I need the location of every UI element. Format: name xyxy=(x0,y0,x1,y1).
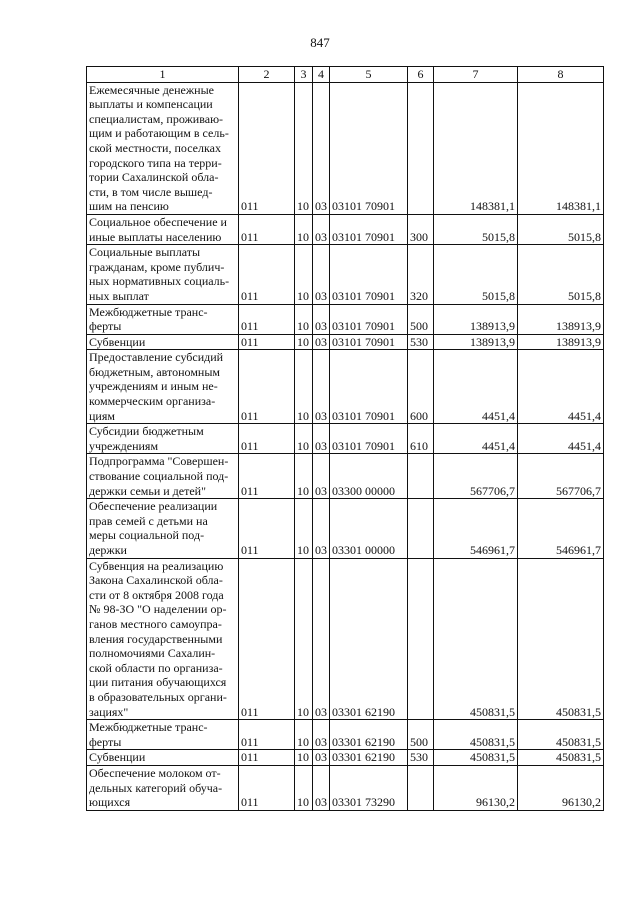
cell-col-8: 450831,5 xyxy=(518,720,604,750)
table-row xyxy=(87,334,604,350)
row-name: Обеспечение реализации прав семей с детьми на меры социальной под- держки xyxy=(87,499,239,558)
cell-col-5: 03101 70901 xyxy=(330,82,408,214)
page-number: 847 xyxy=(310,35,330,50)
cell-col-2: 011 xyxy=(239,424,295,454)
cell-col-4: 03 xyxy=(313,424,330,454)
cell-col-8: 567706,7 xyxy=(518,454,604,499)
table-row xyxy=(87,424,604,454)
cell-col-3: 10 xyxy=(295,765,313,810)
cell-col-7: 138913,9 xyxy=(434,334,518,350)
cell-col-5: 03101 70901 xyxy=(330,214,408,244)
cell-col-2: 011 xyxy=(239,454,295,499)
table-row xyxy=(87,350,604,424)
header-row xyxy=(87,67,604,83)
cell-col-8: 450831,5 xyxy=(518,750,604,766)
cell-col-4: 03 xyxy=(313,334,330,350)
row-name: Межбюджетные транс- ферты xyxy=(87,304,239,334)
cell-col-3: 10 xyxy=(295,214,313,244)
row-name: Социальное обеспечение и иные выплаты населению xyxy=(87,214,239,244)
cell-col-2: 011 xyxy=(239,245,295,304)
cell-col-2: 011 xyxy=(239,350,295,424)
cell-col-5: 03301 62190 xyxy=(330,720,408,750)
cell-col-6: 320 xyxy=(408,245,434,304)
header-col-6: 6 xyxy=(408,67,434,83)
row-name: Субвенции xyxy=(87,750,239,766)
table-row xyxy=(87,765,604,810)
cell-col-7: 5015,8 xyxy=(434,245,518,304)
row-name: Субвенция на реализацию Закона Сахалинской обла- сти от 8 октября 2008 года № 98-ЗО "О наделении ор- ганов местного самоупра- вления государственными полномочиями Сахалин- ской области по организа- ции питания обучающихся в образовательных органи- зациях" xyxy=(87,558,239,720)
cell-col-7: 4451,4 xyxy=(434,350,518,424)
cell-col-7: 450831,5 xyxy=(434,720,518,750)
cell-col-4: 03 xyxy=(313,304,330,334)
table-row xyxy=(87,720,604,750)
cell-col-6: 300 xyxy=(408,214,434,244)
table-row xyxy=(87,499,604,558)
row-name: Предоставление субсидий бюджетным, автономным учреждениям и иным не- коммерческим организа- циям xyxy=(87,350,239,424)
cell-col-7: 5015,8 xyxy=(434,214,518,244)
cell-col-8: 4451,4 xyxy=(518,424,604,454)
table-row xyxy=(87,304,604,334)
cell-col-4: 03 xyxy=(313,720,330,750)
cell-col-3: 10 xyxy=(295,454,313,499)
row-name: Ежемесячные денежные выплаты и компенсации специалистам, проживаю- щим и работающим в сель- ской местности, поселках городского типа на терри- тории Сахалинской обла- сти, в том числе вышед- шим на пенсию xyxy=(87,82,239,214)
cell-col-6 xyxy=(408,454,434,499)
cell-col-4: 03 xyxy=(313,750,330,766)
cell-col-8: 546961,7 xyxy=(518,499,604,558)
header-col-7: 7 xyxy=(434,67,518,83)
cell-col-5: 03101 70901 xyxy=(330,334,408,350)
row-name: Социальные выплаты гражданам, кроме публич- ных нормативных социаль- ных выплат xyxy=(87,245,239,304)
table-row xyxy=(87,82,604,214)
cell-col-6: 610 xyxy=(408,424,434,454)
cell-col-8: 5015,8 xyxy=(518,245,604,304)
cell-col-5: 03300 00000 xyxy=(330,454,408,499)
cell-col-2: 011 xyxy=(239,765,295,810)
cell-col-4: 03 xyxy=(313,454,330,499)
cell-col-6: 530 xyxy=(408,334,434,350)
cell-col-5: 03301 00000 xyxy=(330,499,408,558)
cell-col-3: 10 xyxy=(295,82,313,214)
row-name: Обеспечение молоком от- дельных категорий обуча- ющихся xyxy=(87,765,239,810)
cell-col-3: 10 xyxy=(295,499,313,558)
table-row xyxy=(87,750,604,766)
cell-col-7: 96130,2 xyxy=(434,765,518,810)
cell-col-7: 450831,5 xyxy=(434,750,518,766)
row-name: Субсидии бюджетным учреждениям xyxy=(87,424,239,454)
cell-col-5: 03101 70901 xyxy=(330,424,408,454)
cell-col-8: 138913,9 xyxy=(518,334,604,350)
cell-col-4: 03 xyxy=(313,499,330,558)
cell-col-7: 567706,7 xyxy=(434,454,518,499)
header-col-1: 1 xyxy=(87,67,239,83)
cell-col-2: 011 xyxy=(239,720,295,750)
cell-col-3: 10 xyxy=(295,334,313,350)
cell-col-8: 450831,5 xyxy=(518,558,604,720)
cell-col-5: 03301 62190 xyxy=(330,750,408,766)
cell-col-8: 148381,1 xyxy=(518,82,604,214)
cell-col-6: 500 xyxy=(408,720,434,750)
table-header xyxy=(87,67,604,83)
cell-col-4: 03 xyxy=(313,245,330,304)
budget-table xyxy=(86,66,604,811)
cell-col-3: 10 xyxy=(295,304,313,334)
cell-col-7: 148381,1 xyxy=(434,82,518,214)
cell-col-2: 011 xyxy=(239,304,295,334)
cell-col-4: 03 xyxy=(313,82,330,214)
cell-col-5: 03301 73290 xyxy=(330,765,408,810)
cell-col-3: 10 xyxy=(295,750,313,766)
cell-col-3: 10 xyxy=(295,558,313,720)
table-row xyxy=(87,214,604,244)
cell-col-6: 530 xyxy=(408,750,434,766)
row-name: Подпрограмма "Совершен- ствование социальной под- держки семьи и детей" xyxy=(87,454,239,499)
cell-col-2: 011 xyxy=(239,558,295,720)
cell-col-7: 138913,9 xyxy=(434,304,518,334)
cell-col-3: 10 xyxy=(295,424,313,454)
cell-col-7: 450831,5 xyxy=(434,558,518,720)
cell-col-4: 03 xyxy=(313,558,330,720)
cell-col-3: 10 xyxy=(295,720,313,750)
cell-col-6: 600 xyxy=(408,350,434,424)
cell-col-6 xyxy=(408,765,434,810)
cell-col-7: 4451,4 xyxy=(434,424,518,454)
cell-col-8: 4451,4 xyxy=(518,350,604,424)
cell-col-2: 011 xyxy=(239,214,295,244)
cell-col-6 xyxy=(408,82,434,214)
cell-col-3: 10 xyxy=(295,350,313,424)
cell-col-7: 546961,7 xyxy=(434,499,518,558)
cell-col-6 xyxy=(408,499,434,558)
cell-col-5: 03101 70901 xyxy=(330,245,408,304)
cell-col-3: 10 xyxy=(295,245,313,304)
cell-col-2: 011 xyxy=(239,499,295,558)
cell-col-5: 03101 70901 xyxy=(330,350,408,424)
row-name: Межбюджетные транс- ферты xyxy=(87,720,239,750)
cell-col-4: 03 xyxy=(313,214,330,244)
cell-col-8: 138913,9 xyxy=(518,304,604,334)
cell-col-8: 5015,8 xyxy=(518,214,604,244)
cell-col-6 xyxy=(408,558,434,720)
cell-col-6: 500 xyxy=(408,304,434,334)
cell-col-5: 03301 62190 xyxy=(330,558,408,720)
cell-col-8: 96130,2 xyxy=(518,765,604,810)
cell-col-2: 011 xyxy=(239,750,295,766)
header-col-5: 5 xyxy=(330,67,408,83)
row-name: Субвенции xyxy=(87,334,239,350)
header-col-3: 3 xyxy=(295,67,313,83)
table-row xyxy=(87,558,604,720)
header-col-4: 4 xyxy=(313,67,330,83)
cell-col-2: 011 xyxy=(239,334,295,350)
cell-col-5: 03101 70901 xyxy=(330,304,408,334)
cell-col-2: 011 xyxy=(239,82,295,214)
table-row xyxy=(87,454,604,499)
header-col-2: 2 xyxy=(239,67,295,83)
cell-col-4: 03 xyxy=(313,765,330,810)
table-body xyxy=(87,82,604,810)
table-row xyxy=(87,245,604,304)
header-col-8: 8 xyxy=(518,67,604,83)
cell-col-4: 03 xyxy=(313,350,330,424)
